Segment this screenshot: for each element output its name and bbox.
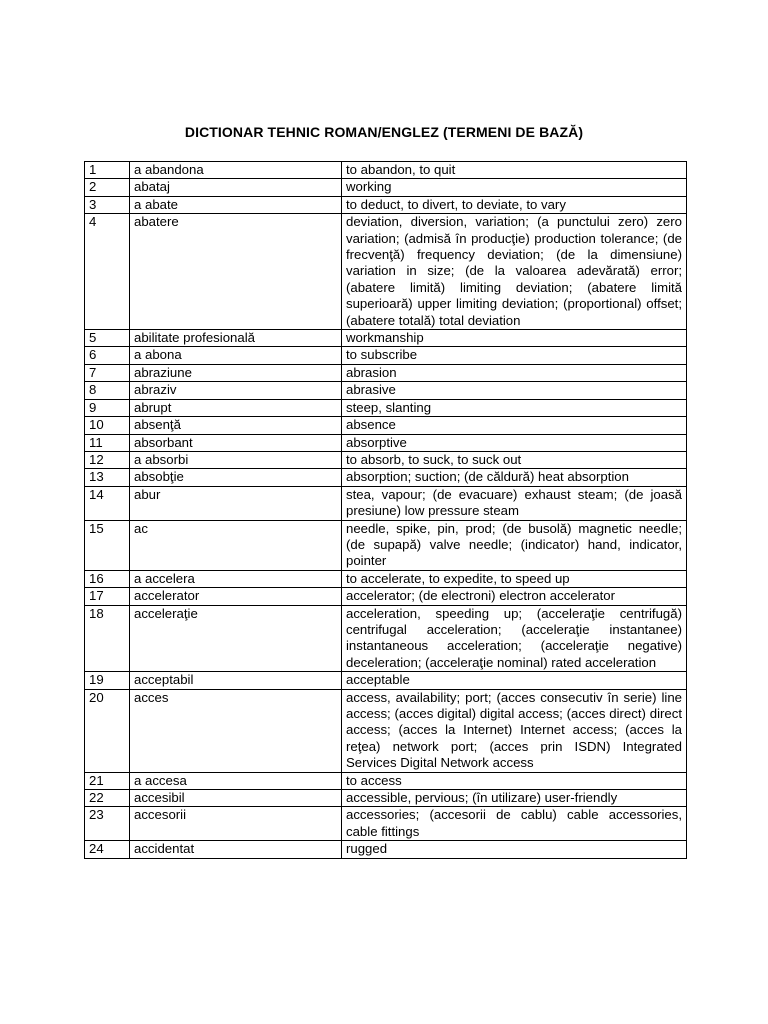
table-row bbox=[85, 605, 687, 672]
english-translation: needle, spike, pin, prod; (de busolă) magnetic needle; (de supapă) valve needle; (indicator) hand, indicator, pointer bbox=[342, 520, 687, 570]
table-row bbox=[85, 772, 687, 789]
english-translation: accelerator; (de electroni) electron accelerator bbox=[342, 588, 687, 605]
english-translation: rugged bbox=[342, 841, 687, 858]
table-row bbox=[85, 570, 687, 587]
romanian-term: abatere bbox=[130, 214, 342, 330]
romanian-term: a abate bbox=[130, 196, 342, 213]
english-translation: acceptable bbox=[342, 672, 687, 689]
romanian-term: acceptabil bbox=[130, 672, 342, 689]
table-row bbox=[85, 399, 687, 416]
romanian-term: absorbant bbox=[130, 434, 342, 451]
romanian-term: a abona bbox=[130, 347, 342, 364]
entry-number: 1 bbox=[85, 162, 130, 179]
table-row bbox=[85, 179, 687, 196]
table-row bbox=[85, 841, 687, 858]
entry-number: 21 bbox=[85, 772, 130, 789]
english-translation: absence bbox=[342, 417, 687, 434]
entry-number: 6 bbox=[85, 347, 130, 364]
table-row bbox=[85, 347, 687, 364]
english-translation: to absorb, to suck, to suck out bbox=[342, 451, 687, 468]
entry-number: 22 bbox=[85, 790, 130, 807]
entry-number: 17 bbox=[85, 588, 130, 605]
table-row bbox=[85, 417, 687, 434]
entry-number: 8 bbox=[85, 382, 130, 399]
romanian-term: a absorbi bbox=[130, 451, 342, 468]
romanian-term: accelerator bbox=[130, 588, 342, 605]
romanian-term: abraziv bbox=[130, 382, 342, 399]
table-row bbox=[85, 162, 687, 179]
romanian-term: abur bbox=[130, 486, 342, 520]
entry-number: 24 bbox=[85, 841, 130, 858]
entry-number: 12 bbox=[85, 451, 130, 468]
dictionary-table bbox=[84, 161, 687, 859]
romanian-term: abrupt bbox=[130, 399, 342, 416]
entry-number: 2 bbox=[85, 179, 130, 196]
romanian-term: accesibil bbox=[130, 790, 342, 807]
table-row bbox=[85, 364, 687, 381]
romanian-term: absenţă bbox=[130, 417, 342, 434]
table-row bbox=[85, 196, 687, 213]
english-translation: to access bbox=[342, 772, 687, 789]
entry-number: 4 bbox=[85, 214, 130, 330]
entry-number: 19 bbox=[85, 672, 130, 689]
romanian-term: abraziune bbox=[130, 364, 342, 381]
entry-number: 9 bbox=[85, 399, 130, 416]
romanian-term: a abandona bbox=[130, 162, 342, 179]
romanian-term: accidentat bbox=[130, 841, 342, 858]
entry-number: 20 bbox=[85, 689, 130, 772]
english-translation: accessible, pervious; (în utilizare) user-friendly bbox=[342, 790, 687, 807]
table-row bbox=[85, 382, 687, 399]
table-row bbox=[85, 486, 687, 520]
english-translation: deviation, diversion, variation; (a punctului zero) zero variation; (admisă în producţie) production tolerance; (de frecvenţă) frequency deviation; (de la dimensiune) variation in size; (de la valoarea adevărată) error; (abatere limită) limiting deviation; (abatere limită superioară) upper limiting deviation; (proportional) offset; (abatere totală) total deviation bbox=[342, 214, 687, 330]
entry-number: 23 bbox=[85, 807, 130, 841]
entry-number: 18 bbox=[85, 605, 130, 672]
table-row bbox=[85, 672, 687, 689]
entry-number: 3 bbox=[85, 196, 130, 213]
english-translation: access, availability; port; (acces consecutiv în serie) line access; (acces digital) digital access; (acces direct) direct access; (acces la Internet) Internet access; (acces la reţea) network port; (acces prin ISDN) Integrated Services Digital Network access bbox=[342, 689, 687, 772]
english-translation: accessories; (accesorii de cablu) cable accessories, cable fittings bbox=[342, 807, 687, 841]
table-row bbox=[85, 330, 687, 347]
romanian-term: abataj bbox=[130, 179, 342, 196]
table-row bbox=[85, 214, 687, 330]
romanian-term: absobţie bbox=[130, 469, 342, 486]
table-row bbox=[85, 689, 687, 772]
entry-number: 16 bbox=[85, 570, 130, 587]
entry-number: 13 bbox=[85, 469, 130, 486]
english-translation: working bbox=[342, 179, 687, 196]
english-translation: absorption; suction; (de căldură) heat absorption bbox=[342, 469, 687, 486]
entry-number: 15 bbox=[85, 520, 130, 570]
table-row bbox=[85, 451, 687, 468]
english-translation: steep, slanting bbox=[342, 399, 687, 416]
table-row bbox=[85, 434, 687, 451]
dictionary-body bbox=[85, 162, 687, 859]
romanian-term: accesorii bbox=[130, 807, 342, 841]
english-translation: abrasive bbox=[342, 382, 687, 399]
entry-number: 5 bbox=[85, 330, 130, 347]
romanian-term: a accelera bbox=[130, 570, 342, 587]
table-row bbox=[85, 520, 687, 570]
english-translation: abrasion bbox=[342, 364, 687, 381]
romanian-term: a accesa bbox=[130, 772, 342, 789]
romanian-term: acces bbox=[130, 689, 342, 772]
entry-number: 10 bbox=[85, 417, 130, 434]
romanian-term: abilitate profesională bbox=[130, 330, 342, 347]
table-row bbox=[85, 790, 687, 807]
table-row bbox=[85, 807, 687, 841]
english-translation: absorptive bbox=[342, 434, 687, 451]
entry-number: 11 bbox=[85, 434, 130, 451]
english-translation: to subscribe bbox=[342, 347, 687, 364]
english-translation: workmanship bbox=[342, 330, 687, 347]
entry-number: 7 bbox=[85, 364, 130, 381]
english-translation: stea, vapour; (de evacuare) exhaust steam; (de joasă presiune) low pressure steam bbox=[342, 486, 687, 520]
table-row bbox=[85, 469, 687, 486]
table-row bbox=[85, 588, 687, 605]
romanian-term: ac bbox=[130, 520, 342, 570]
english-translation: to deduct, to divert, to deviate, to vary bbox=[342, 196, 687, 213]
entry-number: 14 bbox=[85, 486, 130, 520]
english-translation: to abandon, to quit bbox=[342, 162, 687, 179]
english-translation: acceleration, speeding up; (acceleraţie centrifugă) centrifugal acceleration; (acceleraţie instantanee) instantaneous acceleration; (acceleraţie negative) deceleration; (acceleraţie nominal) rated acceleration bbox=[342, 605, 687, 672]
romanian-term: acceleraţie bbox=[130, 605, 342, 672]
page-title: DICTIONAR TEHNIC ROMAN/ENGLEZ (TERMENI DE BAZĂ) bbox=[184, 124, 584, 140]
english-translation: to accelerate, to expedite, to speed up bbox=[342, 570, 687, 587]
